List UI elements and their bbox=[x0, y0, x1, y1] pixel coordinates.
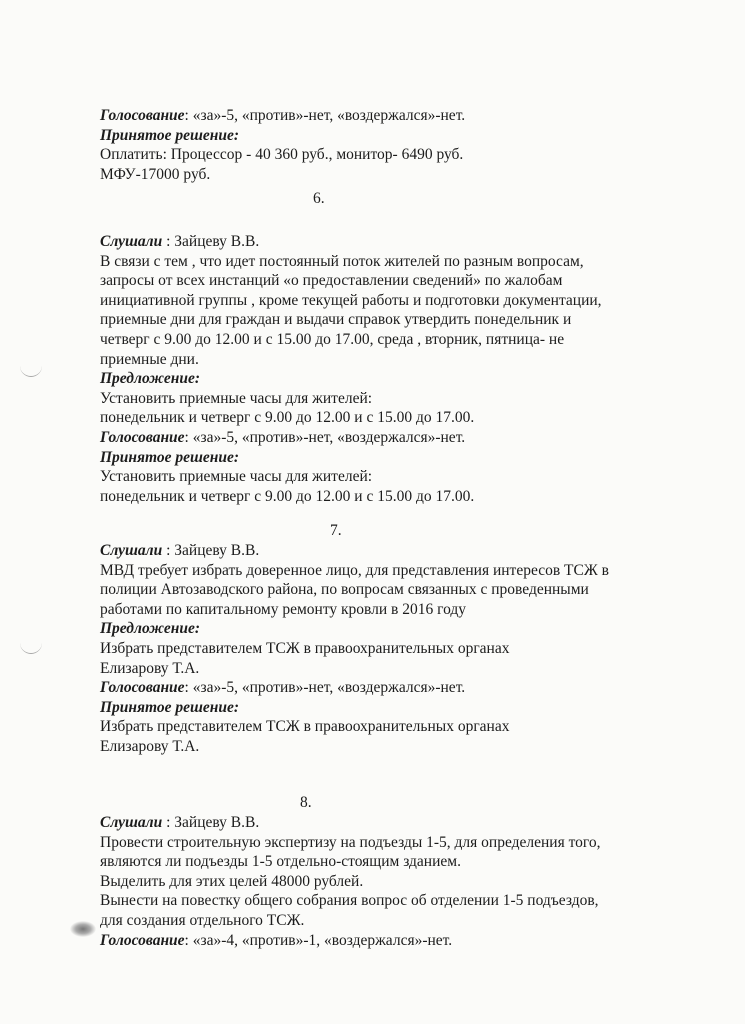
decision-text: Установить приемные часы для жителей: bbox=[100, 468, 373, 486]
body-line: Вынести на повестку общего собрания вопрос об отделении 1-5 подъездов, bbox=[100, 892, 599, 910]
punch-hole-mark bbox=[20, 365, 42, 377]
item-number: 8. bbox=[300, 794, 312, 811]
decision-label: Принятое решение: bbox=[100, 126, 240, 144]
heard-label: Слушали bbox=[100, 542, 163, 559]
proposal-label: Предложение: bbox=[100, 620, 201, 638]
proposal-text: Елизарову Т.А. bbox=[100, 659, 200, 677]
proposal-text: Установить приемные часы для жителей: bbox=[100, 389, 373, 407]
decision-text: Оплатить: Процессор - 40 360 руб., монитор- 6490 руб. bbox=[100, 146, 464, 164]
body-line: полиции Автозаводского района, по вопросам связанных с проведенными bbox=[100, 581, 589, 599]
body-line: МВД требует избрать доверенное лицо, для представления интересов ТСЖ в bbox=[100, 561, 609, 579]
item-number: 6. bbox=[313, 190, 325, 207]
body-line: приемные дни для граждан и выдачи справок утвердить понедельник и bbox=[100, 311, 572, 329]
proposal-label: Предложение: bbox=[100, 370, 201, 388]
decision-text: МФУ-17000 руб. bbox=[100, 165, 211, 183]
heard-text: : Зайцеву В.В. bbox=[162, 233, 260, 250]
item-number: 7. bbox=[330, 522, 342, 539]
vote-line bbox=[100, 931, 672, 951]
vote-label: Голосование bbox=[100, 107, 185, 124]
body-line: Провести строительную экспертизу на подъезды 1-5, для определения того, bbox=[100, 833, 601, 851]
punch-hole-mark bbox=[20, 642, 42, 654]
body-line: Выделить для этих целей 48000 рублей. bbox=[100, 872, 364, 890]
heard-text: : Зайцеву В.В. bbox=[162, 814, 260, 831]
body-line: запросы от всех инстанций «о предоставлении сведений» по жалобам bbox=[100, 272, 563, 290]
body-line: четверг с 9.00 до 12.00 и с 15.00 до 17.00, среда , вторник, пятница- не bbox=[100, 330, 565, 348]
vote-label: Голосование bbox=[100, 428, 185, 446]
body-line: для создания отдельного ТСЖ. bbox=[100, 911, 305, 929]
body-line: работами по капитальному ремонту кровли в 2016 году bbox=[100, 600, 467, 618]
heard-label: Слушали bbox=[100, 233, 163, 250]
decision-text: понедельник и четверг с 9.00 до 12.00 и с 15.00 до 17.00. bbox=[100, 487, 475, 505]
vote-line bbox=[100, 678, 672, 698]
body-line: являются ли подъезды 1-5 отдельно-стоящим зданием. bbox=[100, 853, 461, 871]
decision-label: Принятое решение: bbox=[100, 448, 240, 466]
document-page bbox=[100, 106, 672, 184]
heard-label: Слушали bbox=[100, 814, 163, 831]
heard-line bbox=[100, 813, 672, 833]
body-line: приемные дни. bbox=[100, 350, 199, 368]
heard-line bbox=[100, 541, 672, 561]
heard-text: : Зайцеву В.В. bbox=[162, 542, 260, 559]
proposal-text: Избрать представителем ТСЖ в правоохранительных органах bbox=[100, 639, 510, 657]
item-7 bbox=[100, 541, 672, 757]
proposal-text: понедельник и четверг с 9.00 до 12.00 и с 15.00 до 17.00. bbox=[100, 409, 475, 427]
heard-line bbox=[100, 232, 672, 252]
vote-line bbox=[100, 106, 672, 126]
vote-line bbox=[100, 428, 672, 448]
decision-text: Избрать представителем ТСЖ в правоохранительных органах bbox=[100, 718, 510, 736]
vote-label: Голосование bbox=[100, 679, 185, 697]
vote-label: Голосование bbox=[100, 931, 185, 949]
item-8 bbox=[100, 813, 672, 950]
decision-text: Елизарову Т.А. bbox=[100, 737, 200, 755]
vote-text: : «за»-5, «против»-нет, «воздержался»-нет. bbox=[184, 107, 466, 124]
vote-text: : «за»-5, «против»-нет, «воздержался»-нет. bbox=[184, 428, 466, 446]
vote-text: : «за»-5, «против»-нет, «воздержался»-нет. bbox=[184, 679, 466, 697]
body-line: инициативной группы , кроме текущей работы и подготовки документации, bbox=[100, 291, 602, 309]
scan-smudge bbox=[70, 921, 96, 937]
decision-label: Принятое решение: bbox=[100, 698, 240, 716]
body-line: В связи с тем , что идет постоянный поток жителей по разным вопросам, bbox=[100, 252, 584, 270]
vote-text: : «за»-4, «против»-1, «воздержался»-нет. bbox=[184, 931, 453, 949]
item-6 bbox=[100, 232, 672, 506]
